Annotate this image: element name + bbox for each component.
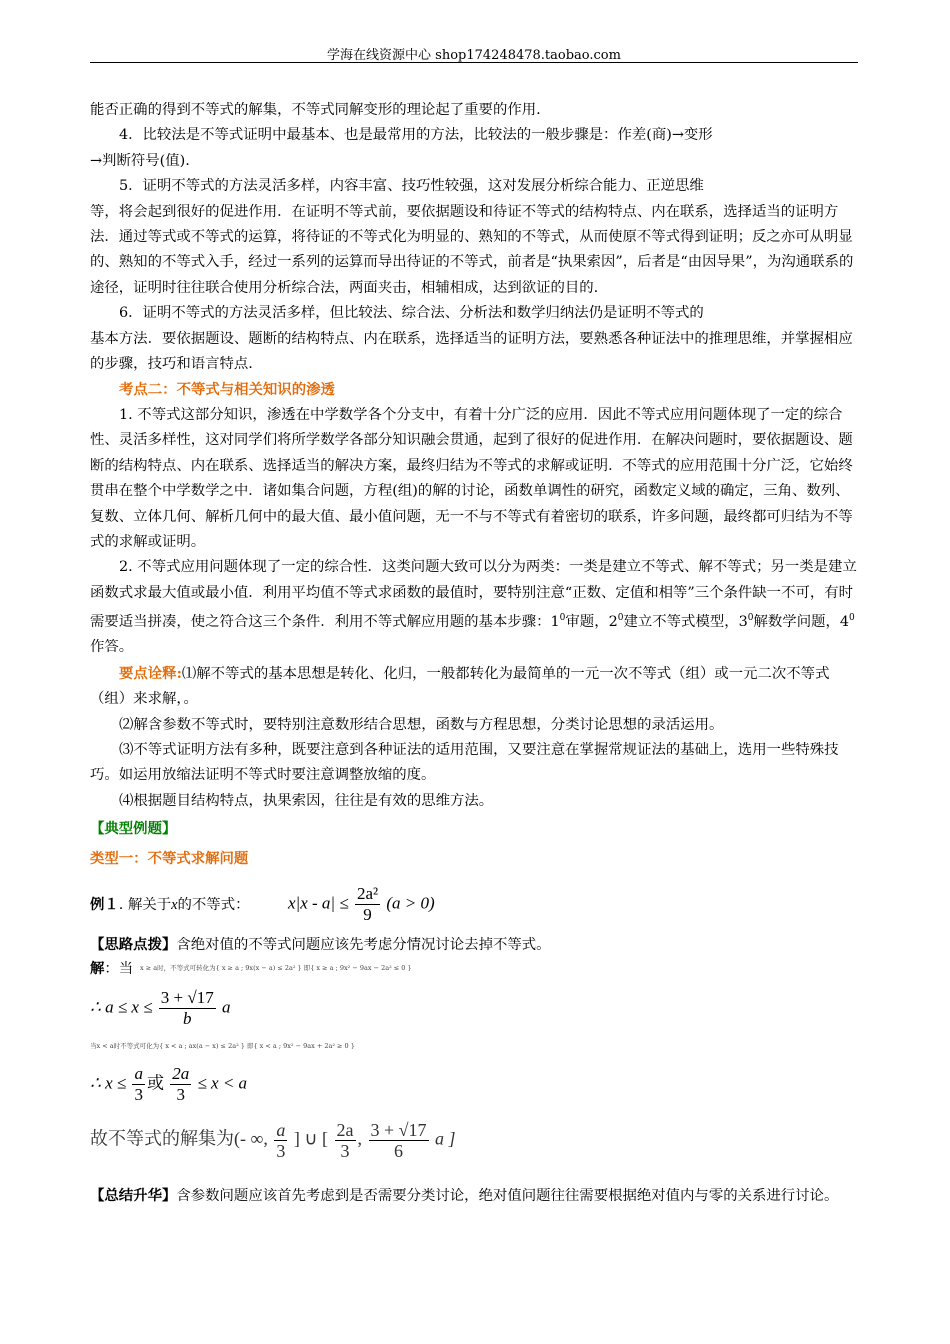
key-points-label: 要点诠释:: [119, 664, 182, 682]
paragraph: ⑵解含参数不等式时，要特别注意数形结合思想，函数与方程思想，分类讨论思想的录活运用。: [119, 716, 724, 733]
paragraph: 1. 不等式这部分知识，渗透在中学数学各个分支中，有着十分广泛的应用．因此不等式应用问题体现了一定的综合性、灵活多样性，这对同学们将所学数学各部分知识融会贯通，起到了很好的促进作用．在解决问题时，要依据题设、题断的结构特点、内在联系、选择适当的解决方案，最终归结为不等式的求解或证明．不等式的应用范围十分广泛，它始终贯串在整个中学数学之中．诸如集合问题，方程(组)的解的讨论，函数单调性的研究，函数定义域的确定，三角、数列、复数、立体几何、解析几何中的最大值、最小值问题，无一不与不等式有着密切的联系，许多问题，最终都可归结为不等式的求解或证明。: [90, 406, 853, 550]
case-2-system: 当x < a时不等式可化为{ x < a ; ax(a − x) ≤ 2a² } 即{ x < a ; 9x² − 9ax + 2a² ≥ 0 }: [90, 1042, 355, 1050]
paragraph: 2. 不等式应用问题体现了一定的综合性．这类问题大致可以分为两类：一类是建立不等式、解不等式；另一类是建立函数式求最大值或最小值．利用平均值不等式求函数的最值时，要特别注意“正数、定值和相等”三个条件缺一不可，有时需要适当拼凑，使之符合这三个条件．利用不等式解应用题的基本步骤：$1^0$审题，$2^0$建立不等式模型，$3^0$解数学问题，$4^0$作答。: [90, 559, 857, 656]
paragraph: ⑷根据题目结构特点，执果索因，往往是有效的思维方法。: [119, 792, 494, 809]
page-header: 学海在线资源中心 shop174248478.taobao.com: [327, 48, 621, 63]
result-1: ∴ a ≤ x ≤ $\frac{3 + √17}{b}$ a: [90, 988, 231, 1028]
paragraph: 能否正确的得到不等式的解集，不等式同解变形的理论起了重要的作用.: [90, 102, 541, 118]
summary: 【总结升华】含参数问题应该首先考虑到是否需要分类讨论，绝对值问题往往需要根据绝对值内与零的关系进行讨论。: [90, 1187, 839, 1204]
hint-line: 【思路点拨】含绝对值的不等式问题应该先考虑分情况讨论去掉不等式。: [90, 936, 551, 953]
solution-start: 解：当: [90, 960, 134, 977]
paragraph: 基本方法．要依据题设、题断的结构特点、内在联系，选择适当的证明方法，要熟悉各种证法中的推理思维，并掌握相应的步骤，技巧和语言特点.: [90, 330, 853, 373]
paragraph: ⑶不等式证明方法有多种，既要注意到各种证法的适用范围，又要注意在掌握常规证法的基础上，选用一些特殊技巧。如运用放缩法证明不等式时要注意调整放缩的度。: [90, 741, 839, 784]
paragraph: 要点诠释:⑴解不等式的基本思想是转化、化归，一般都转化为最简单的一元一次不等式（组）或一元二次不等式（组）来求解，。: [90, 664, 830, 708]
document-body: [90, 98, 860, 871]
section-heading: 考点二：不等式与相关知识的渗透: [119, 381, 335, 399]
section-heading: 类型一：不等式求解问题: [90, 849, 249, 867]
paragraph: →判断符号(值).: [90, 152, 190, 169]
case-1-system: x ≥ a时，不等式可转化为{ x ≥ a ; 9x(x − a) ≤ 2a² } 即{ x ≥ a ; 9x² − 9ax − 2a² ≤ 0 }: [140, 964, 412, 972]
paragraph: 5．证明不等式的方法灵活多样，内容丰富、技巧性较强，这对发展分析综合能力、正逆思维: [119, 178, 704, 195]
example-1-inequality: x|x - a| ≤ $\frac{\text{2a²}}{9}$ (a > 0): [288, 884, 435, 924]
result-2: ∴ x ≤ $\frac{a}{3}$ 或 $\frac{2a}{3}$ ≤ x < a: [90, 1064, 248, 1104]
paragraph: 6．证明不等式的方法灵活多样，但比较法、综合法、分析法和数学归纳法仍是证明不等式的: [119, 305, 704, 322]
example-1: 例１. 解关于x的不等式：: [90, 896, 250, 913]
header-rule: [90, 62, 858, 63]
section-heading: 【典型例题】: [90, 820, 177, 838]
paragraph: 4．比较法是不等式证明中最基本、也是最常用的方法，比较法的一般步骤是：作差(商)→变形: [119, 127, 713, 144]
solution-set: 故不等式的解集为(- ∞, $\frac{a}{3}$ ] ∪ [ $\frac{2a}{3}$ , $\frac{3 + √17}{6}$ a ]: [90, 1120, 456, 1161]
paragraph: 等，将会起到很好的促进作用．在证明不等式前，要依据题设和待证不等式的结构特点、内在联系，选择适当的证明方法．通过等式或不等式的运算，将待证的不等式化为明显的、熟知的不等式，从而使原不等式得到证明；反之亦可从明显的、熟知的不等式入手，经过一系列的运算而导出待证的不等式，前者是“执果索因”，后者是“由因导果”，为沟通联系的途径，证明时往往联合使用分析综合法，两面夹击，相辅相成，达到欲证的目的.: [90, 203, 854, 296]
